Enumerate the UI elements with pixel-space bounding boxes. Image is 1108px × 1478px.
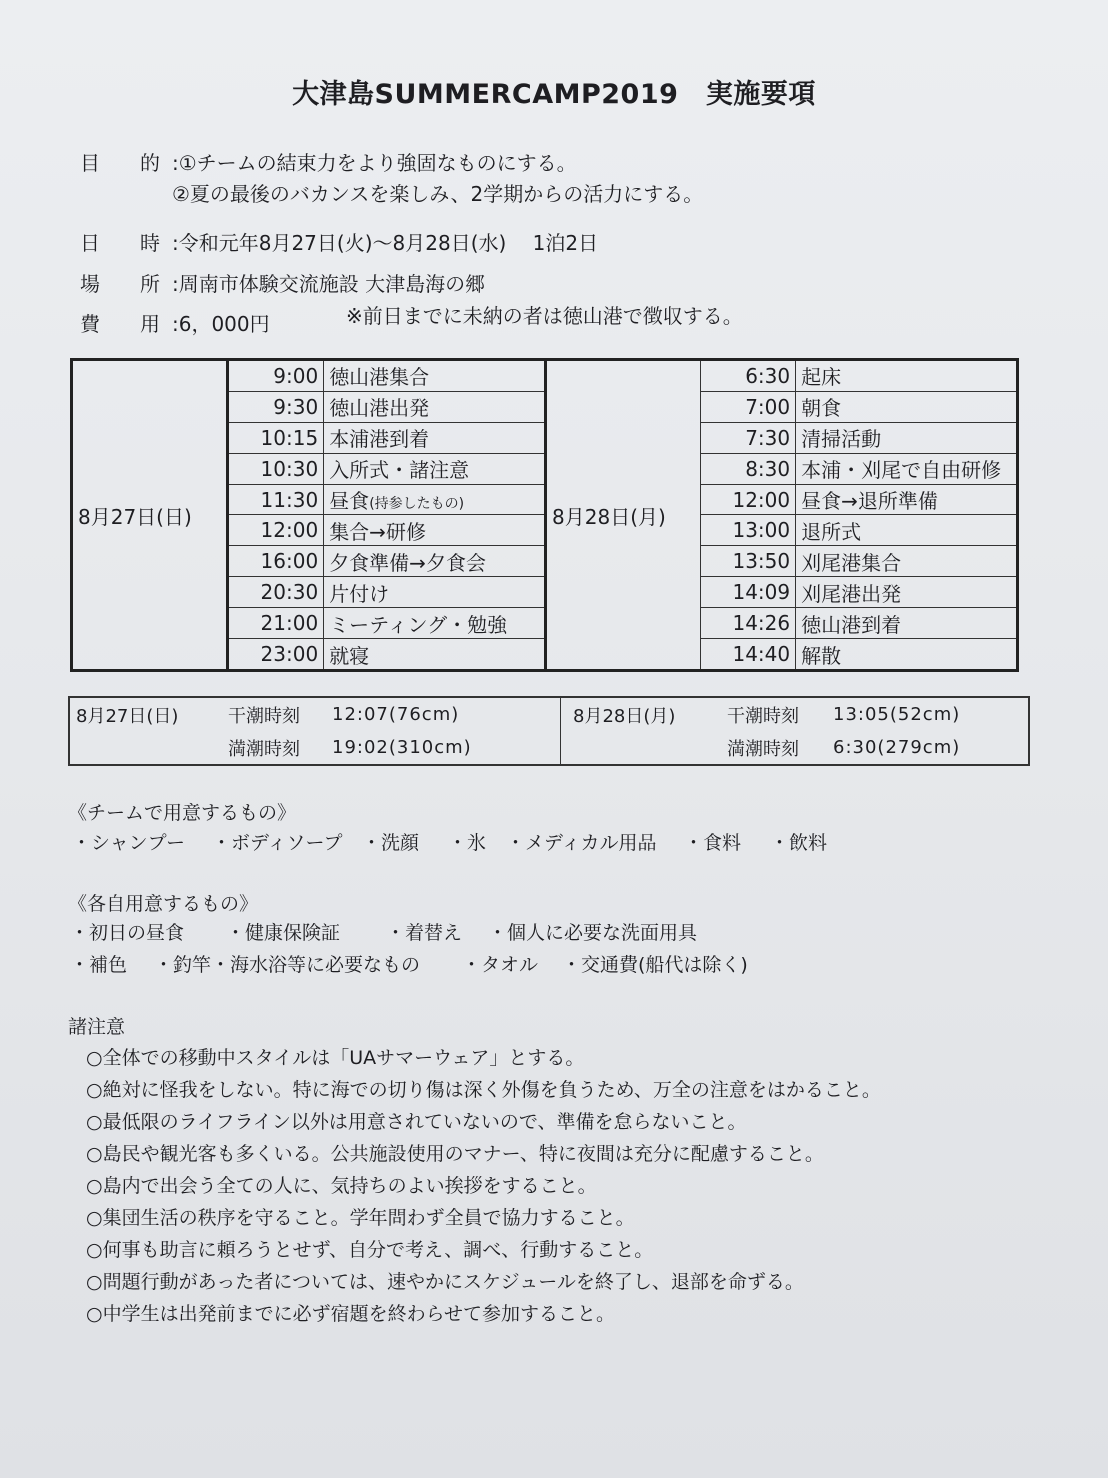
team-item: ・洗顔 <box>362 832 420 854</box>
fee-label: 費 用 <box>80 312 160 336</box>
schedule-day2-activity: 昼食→退所準備 <box>796 484 1018 515</box>
schedule-day2-time: 14:40 <box>700 639 795 671</box>
schedule-day2-activity: 本浦・刈尾で自由研修 <box>796 453 1018 484</box>
date-value: :令和元年8月27日(火)～8月28日(水) 1泊2日 <box>172 231 599 255</box>
tide-day1-high-label: 満潮時刻 <box>228 738 300 760</box>
schedule-day2-time: 12:00 <box>700 484 795 515</box>
schedule-day1-activity <box>324 360 546 392</box>
schedule-day2-activity: 朝食 <box>796 391 1018 422</box>
schedule-day1-time: 9:30 <box>227 391 323 422</box>
personal-item: ・交通費(船代は除く) <box>562 954 748 976</box>
schedule-day2-activity: 清掃活動 <box>796 422 1018 453</box>
schedule-day1-time: 11:30 <box>227 484 323 515</box>
team-item: ・シャンプー <box>72 832 186 854</box>
date-line <box>80 227 598 256</box>
schedule-day1-activity <box>324 546 546 577</box>
tide-day1-high-value: 19:02(310cm) <box>326 731 561 765</box>
tide-day1-date: 8月27日(日) <box>76 705 179 727</box>
note-item: ○全体での移動中スタイルは「UAサマーウェア」とする。 <box>86 1047 585 1069</box>
note-item: ○問題行動があった者については、速やかにスケジュールを終了し、退部を命ずる。 <box>86 1271 804 1293</box>
activity-text: 徳山港出発 <box>329 396 430 421</box>
personal-item: ・初日の昼食 <box>70 922 185 944</box>
schedule-day2-time: 6:30 <box>700 360 795 392</box>
activity-text: 片付け <box>329 581 390 606</box>
tide-row-low <box>69 697 1029 731</box>
schedule-row <box>72 360 1018 392</box>
schedule-day1-time: 9:00 <box>227 360 323 392</box>
tide-day2-low-value: 13:05(52cm) <box>833 704 961 725</box>
team-items-heading: 《チームで用意するもの》 <box>68 802 297 824</box>
schedule-day1-activity <box>324 453 546 484</box>
schedule-day2-activity: 起床 <box>796 360 1018 392</box>
schedule-day1-activity <box>324 577 546 608</box>
activity-text: 就寝 <box>329 643 370 668</box>
schedule-day2-time: 8:30 <box>700 453 795 484</box>
tide-day2-high-value: 6:30(279cm) <box>833 737 961 758</box>
note-item: ○何事も助言に頼ろうとせず、自分で考え、調べ、行動すること。 <box>86 1239 654 1261</box>
schedule-day1-time: 20:30 <box>227 577 323 608</box>
document-title: 大津島SUMMERCAMP2019 実施要項 <box>292 79 816 110</box>
personal-item: ・健康保険証 <box>226 922 341 944</box>
note-item: ○絶対に怪我をしない。特に海での切り傷は深く外傷を負うため、万全の注意をはかること。 <box>86 1079 881 1101</box>
personal-item: ・着替え <box>386 922 463 944</box>
note-item: ○島民や観光客も多くいる。公共施設使用のマナー、特に夜間は充分に配慮すること。 <box>86 1143 824 1165</box>
fee-value: :6，000円 <box>172 312 270 336</box>
tide-table <box>68 696 1030 766</box>
place-label: 場 所 <box>80 272 160 296</box>
tide-day1-low-label: 干潮時刻 <box>228 705 300 727</box>
place-value: :周南市体験交流施設 大津島海の郷 <box>172 272 486 296</box>
schedule-day2-time: 14:09 <box>700 577 795 608</box>
schedule-day1-date: 8月27日(日) <box>72 360 228 671</box>
schedule-day2-time: 14:26 <box>700 608 795 639</box>
schedule-day2-activity: 刈尾港集合 <box>796 546 1018 577</box>
note-item: ○島内で出会う全ての人に、気持ちのよい挨拶をすること。 <box>86 1175 597 1197</box>
tide-day2-date: 8月28日(月) <box>573 705 676 727</box>
activity-text: 本浦港到着 <box>329 427 430 452</box>
schedule-day1-time: 16:00 <box>227 546 323 577</box>
fee-note: ※前日までに未納の者は徳山港で徴収する。 <box>346 304 743 328</box>
personal-item: ・タオル <box>462 954 539 976</box>
team-item: ・ボディソープ <box>212 832 343 854</box>
schedule-day1-activity <box>324 484 546 515</box>
personal-item: ・釣竿・海水浴等に必要なもの <box>154 954 421 976</box>
team-item: ・食料 <box>684 832 742 854</box>
schedule-day2-date: 8月28日(月) <box>546 360 701 671</box>
schedule-day1-time: 10:30 <box>227 453 323 484</box>
activity-text: 集合→研修 <box>329 519 426 544</box>
personal-item: ・補色 <box>70 954 128 976</box>
note-item: ○中学生は出発前までに必ず宿題を終わらせて参加すること。 <box>86 1303 616 1325</box>
note-item: ○集団生活の秩序を守ること。学年問わず全員で協力すること。 <box>86 1207 635 1229</box>
tide-day2-low-label: 干潮時刻 <box>727 705 799 727</box>
personal-item: ・個人に必要な洗面用具 <box>488 922 698 944</box>
tide-row-high <box>69 731 1029 765</box>
schedule-day2-activity: 解散 <box>796 639 1018 671</box>
schedule-day2-time: 13:00 <box>700 515 795 546</box>
schedule-day2-activity: 刈尾港出発 <box>796 577 1018 608</box>
schedule-day1-activity <box>324 422 546 453</box>
activity-text: 夕食準備→夕食会 <box>329 550 486 575</box>
schedule-day1-activity <box>324 391 546 422</box>
schedule-day1-time: 10:15 <box>227 422 323 453</box>
personal-items-heading: 《各自用意するもの》 <box>68 893 259 915</box>
schedule-table <box>70 358 1019 672</box>
notes-list <box>86 1042 881 1330</box>
schedule-day2-time: 7:30 <box>700 422 795 453</box>
schedule-day1-time: 21:00 <box>227 608 323 639</box>
schedule-day2-activity: 退所式 <box>796 515 1018 546</box>
schedule-day1-activity <box>324 639 546 671</box>
schedule-day1-time: 23:00 <box>227 639 323 671</box>
activity-text: 入所式・諸注意 <box>329 458 470 483</box>
schedule-day1-activity <box>324 515 546 546</box>
purpose-line-2 <box>172 178 703 207</box>
activity-text: 徳山港集合 <box>329 365 430 390</box>
place-line <box>80 268 485 297</box>
fee-line <box>80 308 270 337</box>
schedule-day2-time: 13:50 <box>700 546 795 577</box>
note-item: ○最低限のライフライン以外は用意されていないので、準備を怠らないこと。 <box>86 1111 747 1133</box>
activity-note: (持参したもの) <box>369 496 465 513</box>
tide-day2-high-label: 満潮時刻 <box>727 738 799 760</box>
schedule-day2-time: 7:00 <box>700 391 795 422</box>
purpose-value-1: :①チームの結束力をより強固なものにする。 <box>172 151 577 175</box>
notes-heading: 諸注意 <box>68 1016 126 1038</box>
purpose-value-2: ②夏の最後のバカンスを楽しみ、2学期からの活力にする。 <box>172 182 704 206</box>
schedule-day2-activity: 徳山港到着 <box>796 608 1018 639</box>
team-item: ・氷 <box>448 832 487 854</box>
schedule-day1-activity <box>324 608 546 639</box>
schedule-day1-time: 12:00 <box>227 515 323 546</box>
team-item: ・メディカル用品 <box>506 832 657 854</box>
team-item: ・飲料 <box>770 832 828 854</box>
tide-day1-low-value: 12:07(76cm) <box>326 697 561 731</box>
activity-text: 昼食 <box>329 489 370 514</box>
purpose-line-1 <box>80 147 577 176</box>
date-label: 日 時 <box>80 231 160 255</box>
purpose-label: 目 的 <box>80 151 160 175</box>
activity-text: ミーティング・勉強 <box>329 612 508 637</box>
